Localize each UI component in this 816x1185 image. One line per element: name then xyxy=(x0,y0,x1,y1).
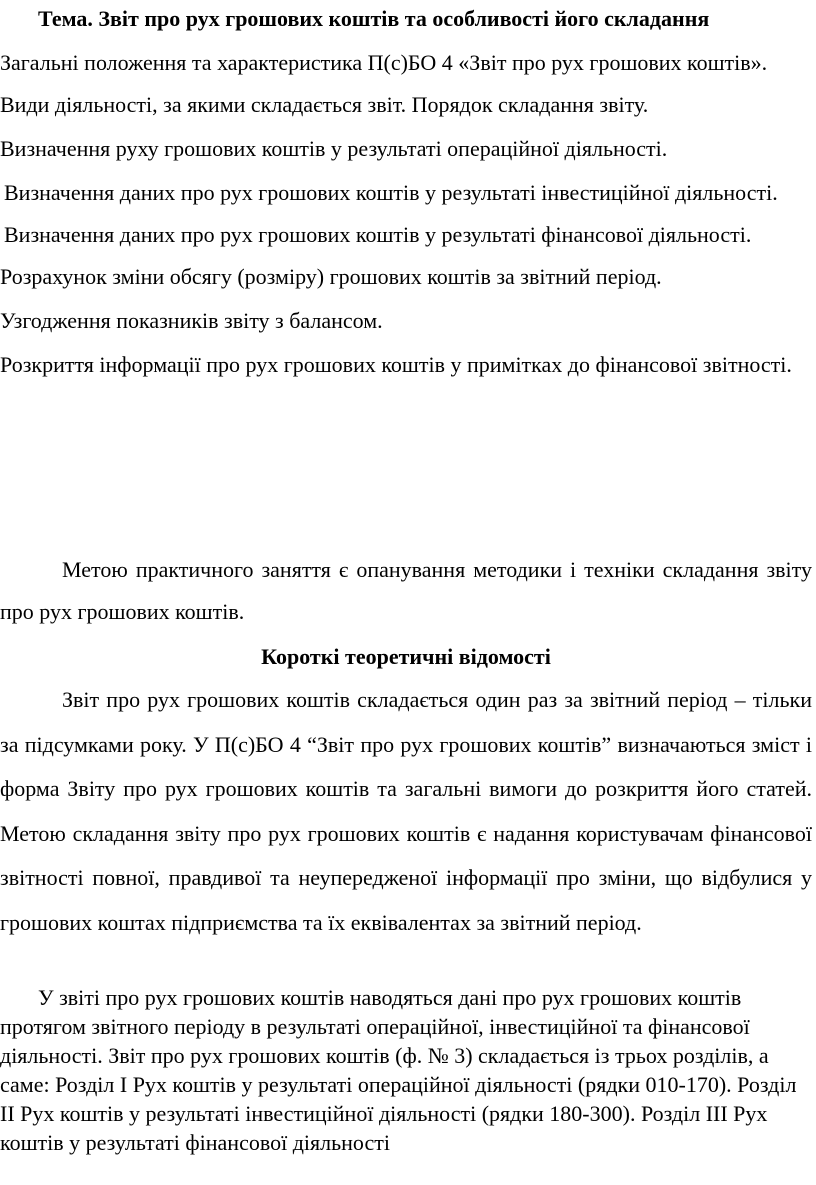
aim-paragraph: Метою практичного заняття є опанування методики і техніки складання звіту про рух грошових коштів. xyxy=(0,557,812,624)
topic-item: Розкриття інформації про рух грошових коштів у примітках до фінансової звітності. xyxy=(0,352,792,377)
topic-item: Визначення даних про рух грошових коштів у результаті інвестиційної діяльності. xyxy=(4,180,778,205)
topic-item: Загальні положення та характеристика П(с)БО 4 «Звіт про рух грошових коштів». xyxy=(0,50,768,75)
document-title: Тема. Звіт про рух грошових коштів та особливості його складання xyxy=(38,6,710,31)
body-paragraph: Звіт про рух грошових коштів складається один раз за звітний період – тільки за підсумками року. У П(с)БО 4 “Звіт про рух грошових коштів” визначаються зміст і форма Звіту про рух грошових коштів та загальні вимоги до розкриття його статей. Метою складання звіту про рух грошових коштів є надання користувачам фінансової звітності повної, правдивої та неупередженої інформації про зміни, що відбулися у грошових коштах підприємства та їх еквівалентах за звітний період. xyxy=(0,687,812,935)
topic-item: Узгодження показників звіту з балансом. xyxy=(0,308,383,333)
topic-item: Види діяльності, за якими складається звіт. Порядок складання звіту. xyxy=(0,92,649,117)
section-heading: Короткі теоретичні відомості xyxy=(261,644,551,669)
topic-item: Розрахунок зміни обсягу (розміру) грошових коштів за звітний період. xyxy=(0,264,662,289)
topic-item: Визначення руху грошових коштів у результаті операційної діяльності. xyxy=(0,136,668,161)
topics-list xyxy=(0,42,812,386)
topic-item: Визначення даних про рух грошових коштів у результаті фінансової діяльності. xyxy=(4,222,752,247)
body-paragraph: У звіті про рух грошових коштів наводяться дані про рух грошових коштів протягом звітного періоду в результаті операційної, інвестиційної та фінансової діяльності. Звіт про рух грошових коштів (ф. № 3) складається із трьох розділів, а саме: Розділ І Рух коштів у результаті операційної діяльності (рядки 010-170). Розділ ІІ Рух коштів у результаті інвестиційної діяльності (рядки 180-300). Розділ ІІІ Рух коштів у результаті фінансової діяльності xyxy=(0,985,797,1155)
